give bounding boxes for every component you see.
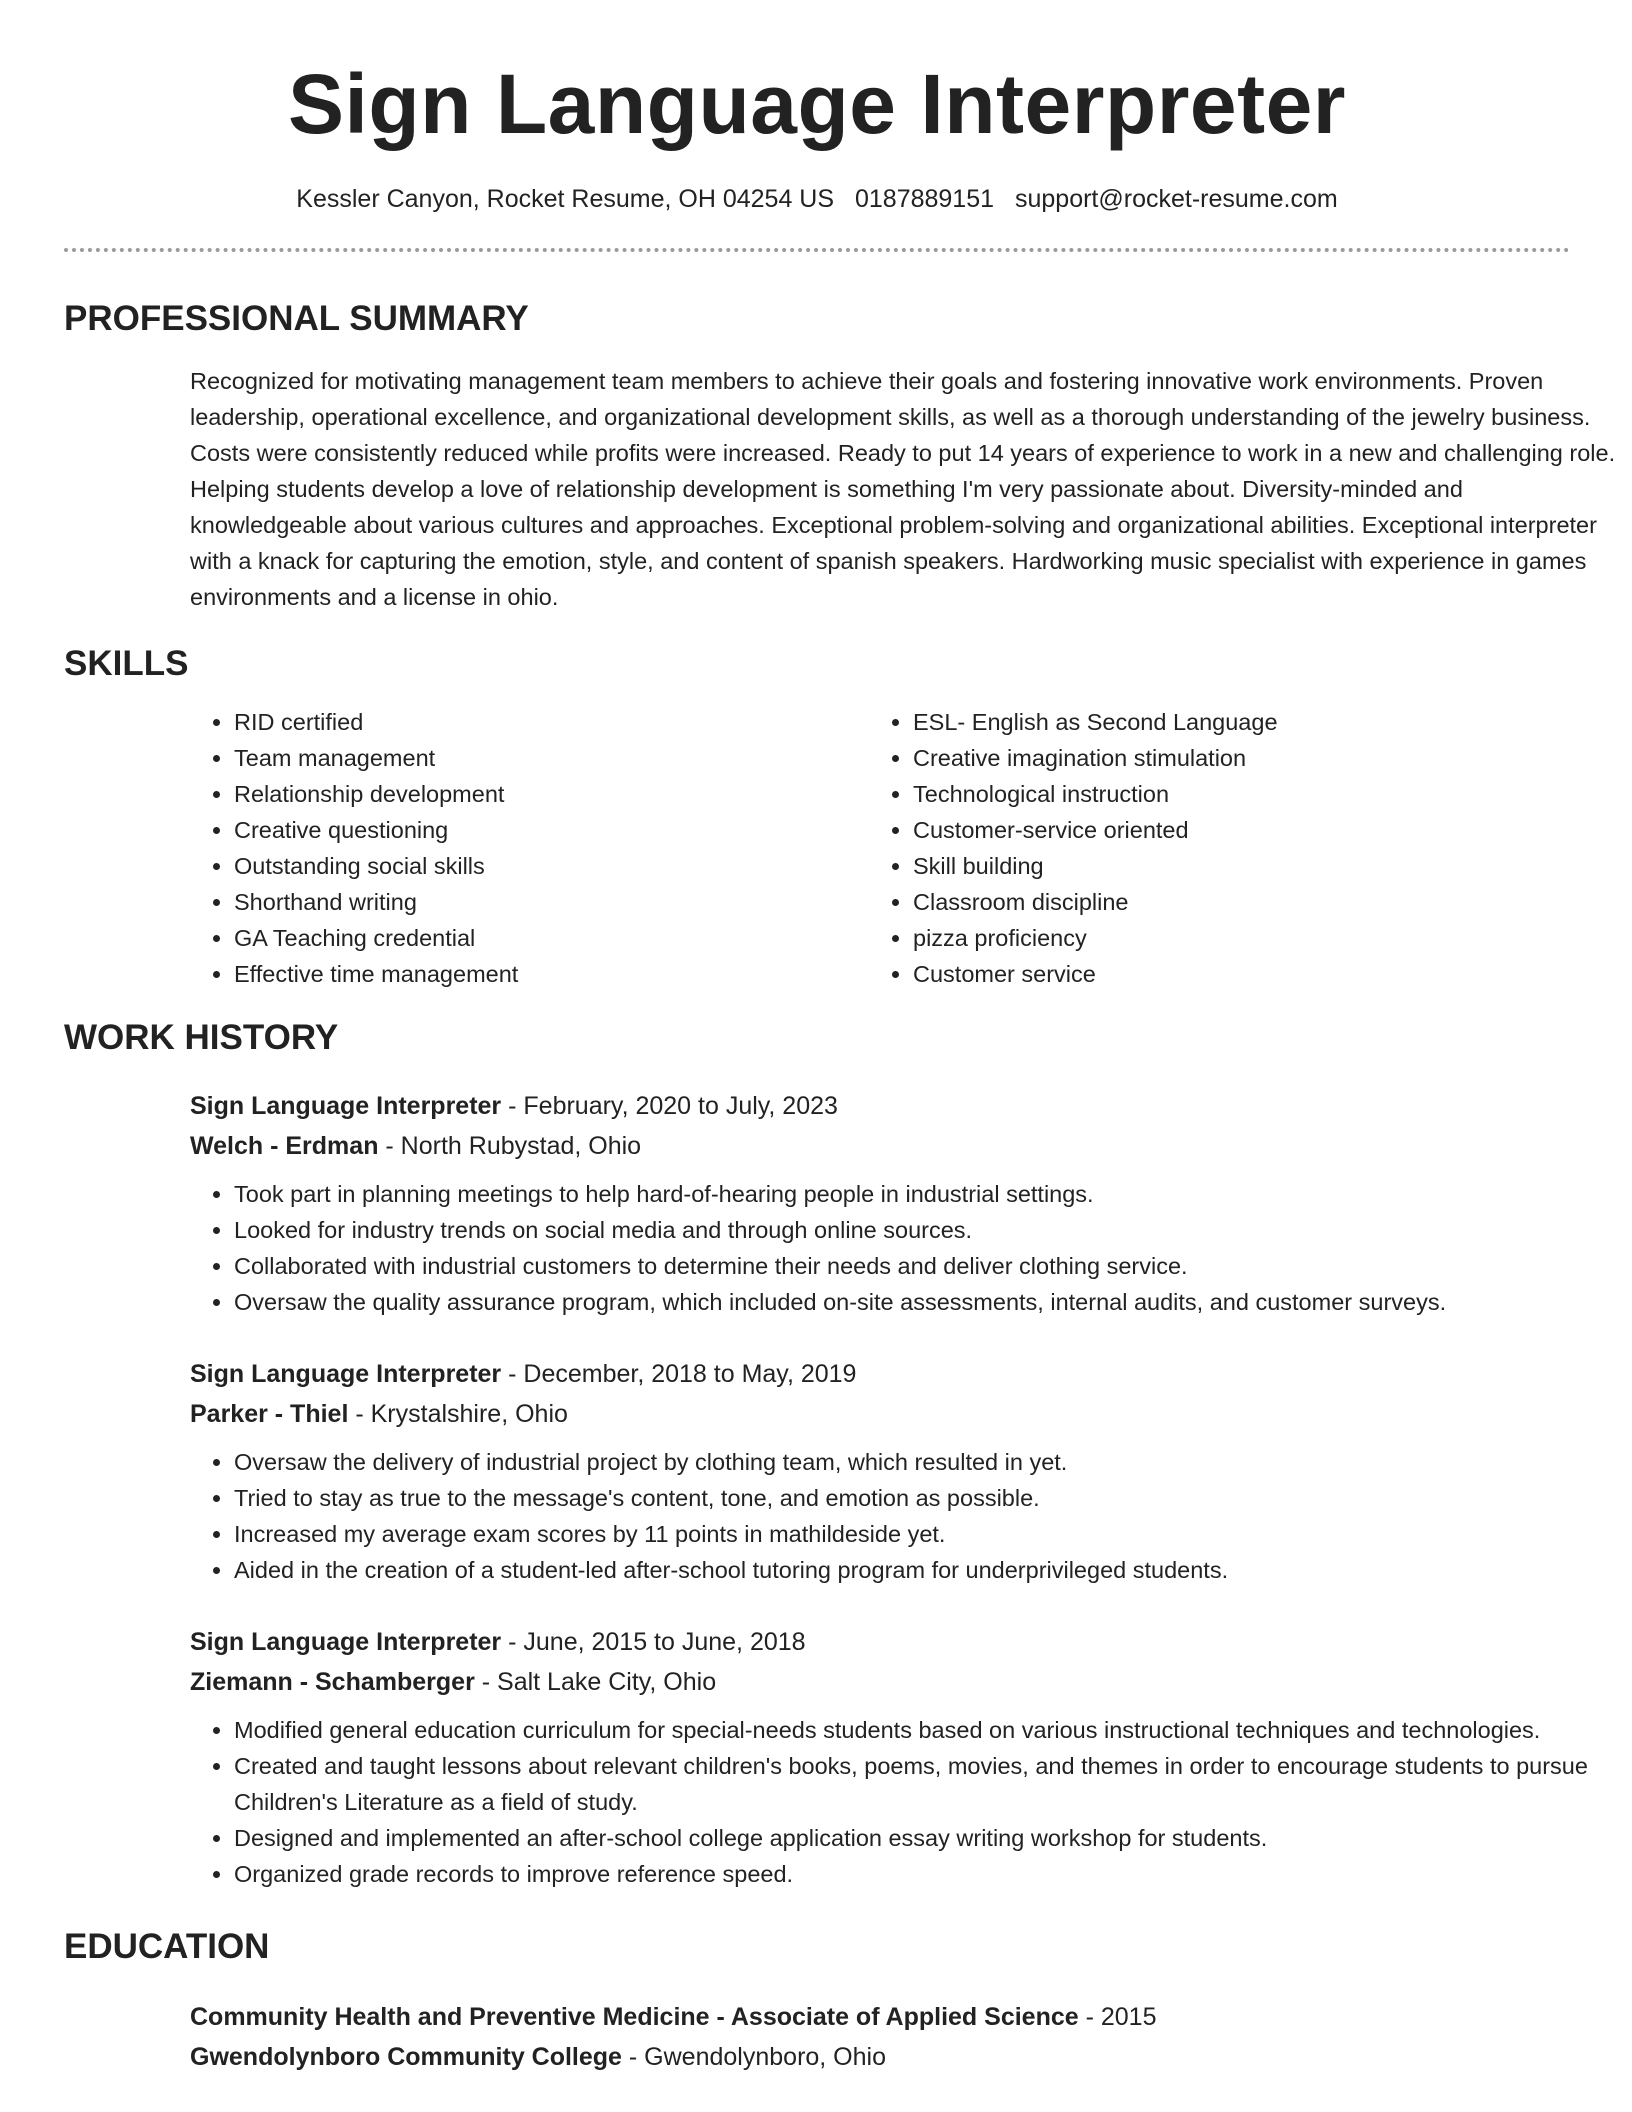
job-title-line bbox=[190, 1622, 1570, 1662]
skill-item: • Shorthand writing bbox=[234, 884, 869, 920]
job-bullet: • Looked for industry trends on social media and through online sources. bbox=[234, 1212, 1620, 1248]
contact-phone: 0187889151 bbox=[854, 185, 995, 213]
skill-item: • GA Teaching credential bbox=[234, 920, 869, 956]
job-bullet: • Aided in the creation of a student-led after-school tutoring program for underprivileged students. bbox=[234, 1552, 1620, 1588]
contact-address: Kessler Canyon, Rocket Resume, OH 04254 US bbox=[296, 185, 835, 213]
education-entry bbox=[190, 1997, 1570, 2077]
job-bullet: • Oversaw the delivery of industrial project by clothing team, which resulted in yet. bbox=[234, 1444, 1620, 1480]
skill-item: • Creative imagination stimulation bbox=[913, 740, 1548, 776]
candidate-name: Sign Language Interpreter bbox=[288, 57, 1346, 151]
skill-item: • Relationship development bbox=[234, 776, 869, 812]
job-dates: - February, 2020 to July, 2023 bbox=[501, 1092, 838, 1120]
skills-list-left bbox=[190, 704, 869, 992]
school-line bbox=[190, 2037, 1570, 2077]
job-entry bbox=[190, 1354, 1570, 1588]
job-role: Sign Language Interpreter bbox=[190, 1360, 502, 1388]
education-section bbox=[190, 1997, 1570, 2077]
summary-heading: PROFESSIONAL SUMMARY bbox=[64, 299, 529, 338]
job-bullets bbox=[190, 1712, 1620, 1892]
skill-item: • Outstanding social skills bbox=[234, 848, 869, 884]
job-company: Parker - Thiel bbox=[190, 1400, 349, 1428]
skill-item: • Skill building bbox=[913, 848, 1548, 884]
skill-item: • pizza proficiency bbox=[913, 920, 1548, 956]
header-divider bbox=[64, 248, 1570, 252]
job-company: Welch - Erdman bbox=[190, 1132, 379, 1160]
job-dates: - December, 2018 to May, 2019 bbox=[501, 1360, 857, 1388]
skill-item: • Creative questioning bbox=[234, 812, 869, 848]
job-bullets bbox=[190, 1444, 1620, 1588]
summary-text: Recognized for motivating management team members to achieve their goals and fostering innovative work environments. Proven leadership, operational excellence, and organizational development skills, as well as a thorough understanding of the jewelry business. Costs were consistently reduced while profits were increased. Ready to put 14 years of experience to work in a new and challenging role. Helping students develop a love of relationship development is something I'm very passionate about. Diversity-minded and knowledgeable about various cultures and approaches. Exceptional problem-solving and organizational abilities. Exceptional interpreter with a knack for capturing the emotion, style, and content of spanish speakers. Hardworking music specialist with experience in games environments and a license in ohio. bbox=[190, 368, 1616, 610]
job-title-line bbox=[190, 1354, 1570, 1394]
job-company-line bbox=[190, 1394, 1570, 1434]
skill-item: • Customer service bbox=[913, 956, 1548, 992]
job-bullet: • Took part in planning meetings to help hard-of-hearing people in industrial settings. bbox=[234, 1176, 1620, 1212]
education-heading: EDUCATION bbox=[64, 1927, 270, 1966]
job-entry bbox=[190, 1086, 1570, 1320]
summary-section bbox=[190, 363, 1616, 615]
job-company: Ziemann - Schamberger bbox=[190, 1668, 475, 1696]
skills-heading: SKILLS bbox=[64, 644, 189, 683]
job-entry bbox=[190, 1622, 1588, 1892]
job-bullet: • Tried to stay as true to the message's content, tone, and emotion as possible. bbox=[234, 1480, 1620, 1516]
skills-section bbox=[190, 704, 1570, 992]
work-history-section bbox=[190, 1086, 1588, 1892]
degree-name: Community Health and Preventive Medicine - Associate of Applied Science bbox=[190, 2003, 1079, 2031]
job-bullet: • Increased my average exam scores by 11 points in mathildeside yet. bbox=[234, 1516, 1620, 1552]
resume-page bbox=[64, 0, 1616, 2077]
job-bullet: • Collaborated with industrial customers to determine their needs and deliver clothing service. bbox=[234, 1248, 1620, 1284]
job-dates: - June, 2015 to June, 2018 bbox=[501, 1628, 806, 1656]
skill-item: • Classroom discipline bbox=[913, 884, 1548, 920]
degree-line bbox=[190, 1997, 1570, 2037]
skill-item: • Effective time management bbox=[234, 956, 869, 992]
job-company-line bbox=[190, 1662, 1570, 1702]
contact-email[interactable]: support@rocket-resume.com bbox=[1014, 185, 1338, 213]
skill-item: • Technological instruction bbox=[913, 776, 1548, 812]
work-history-heading: WORK HISTORY bbox=[64, 1018, 339, 1057]
job-role: Sign Language Interpreter bbox=[190, 1628, 502, 1656]
job-bullet: • Created and taught lessons about relevant children's books, poems, movies, and themes in order to encourage students to pursue Children's Literature as a field of study. bbox=[234, 1748, 1620, 1820]
job-title-line bbox=[190, 1086, 1570, 1126]
skill-item: • RID certified bbox=[234, 704, 869, 740]
job-bullet: • Modified general education curriculum for special-needs students based on various instructional techniques and technologies. bbox=[234, 1712, 1620, 1748]
school-name: Gwendolynboro Community College bbox=[190, 2043, 622, 2071]
skills-grid bbox=[190, 704, 1570, 992]
job-role: Sign Language Interpreter bbox=[190, 1092, 502, 1120]
degree-year: - 2015 bbox=[1078, 2003, 1157, 2031]
job-location: - Krystalshire, Ohio bbox=[348, 1400, 568, 1428]
school-location: - Gwendolynboro, Ohio bbox=[621, 2043, 886, 2071]
contact-line bbox=[64, 182, 1570, 216]
job-bullet: • Designed and implemented an after-school college application essay writing workshop for students. bbox=[234, 1820, 1620, 1856]
skill-item: • Team management bbox=[234, 740, 869, 776]
job-bullet: • Organized grade records to improve reference speed. bbox=[234, 1856, 1620, 1892]
job-company-line bbox=[190, 1126, 1570, 1166]
job-bullets bbox=[190, 1176, 1620, 1320]
job-location: - North Rubystad, Ohio bbox=[378, 1132, 642, 1160]
skills-list-right bbox=[869, 704, 1548, 992]
skill-item: • ESL- English as Second Language bbox=[913, 704, 1548, 740]
skill-item: • Customer-service oriented bbox=[913, 812, 1548, 848]
job-location: - Salt Lake City, Ohio bbox=[474, 1668, 717, 1696]
job-bullet: • Oversaw the quality assurance program, which included on-site assessments, internal audits, and customer surveys. bbox=[234, 1284, 1620, 1320]
